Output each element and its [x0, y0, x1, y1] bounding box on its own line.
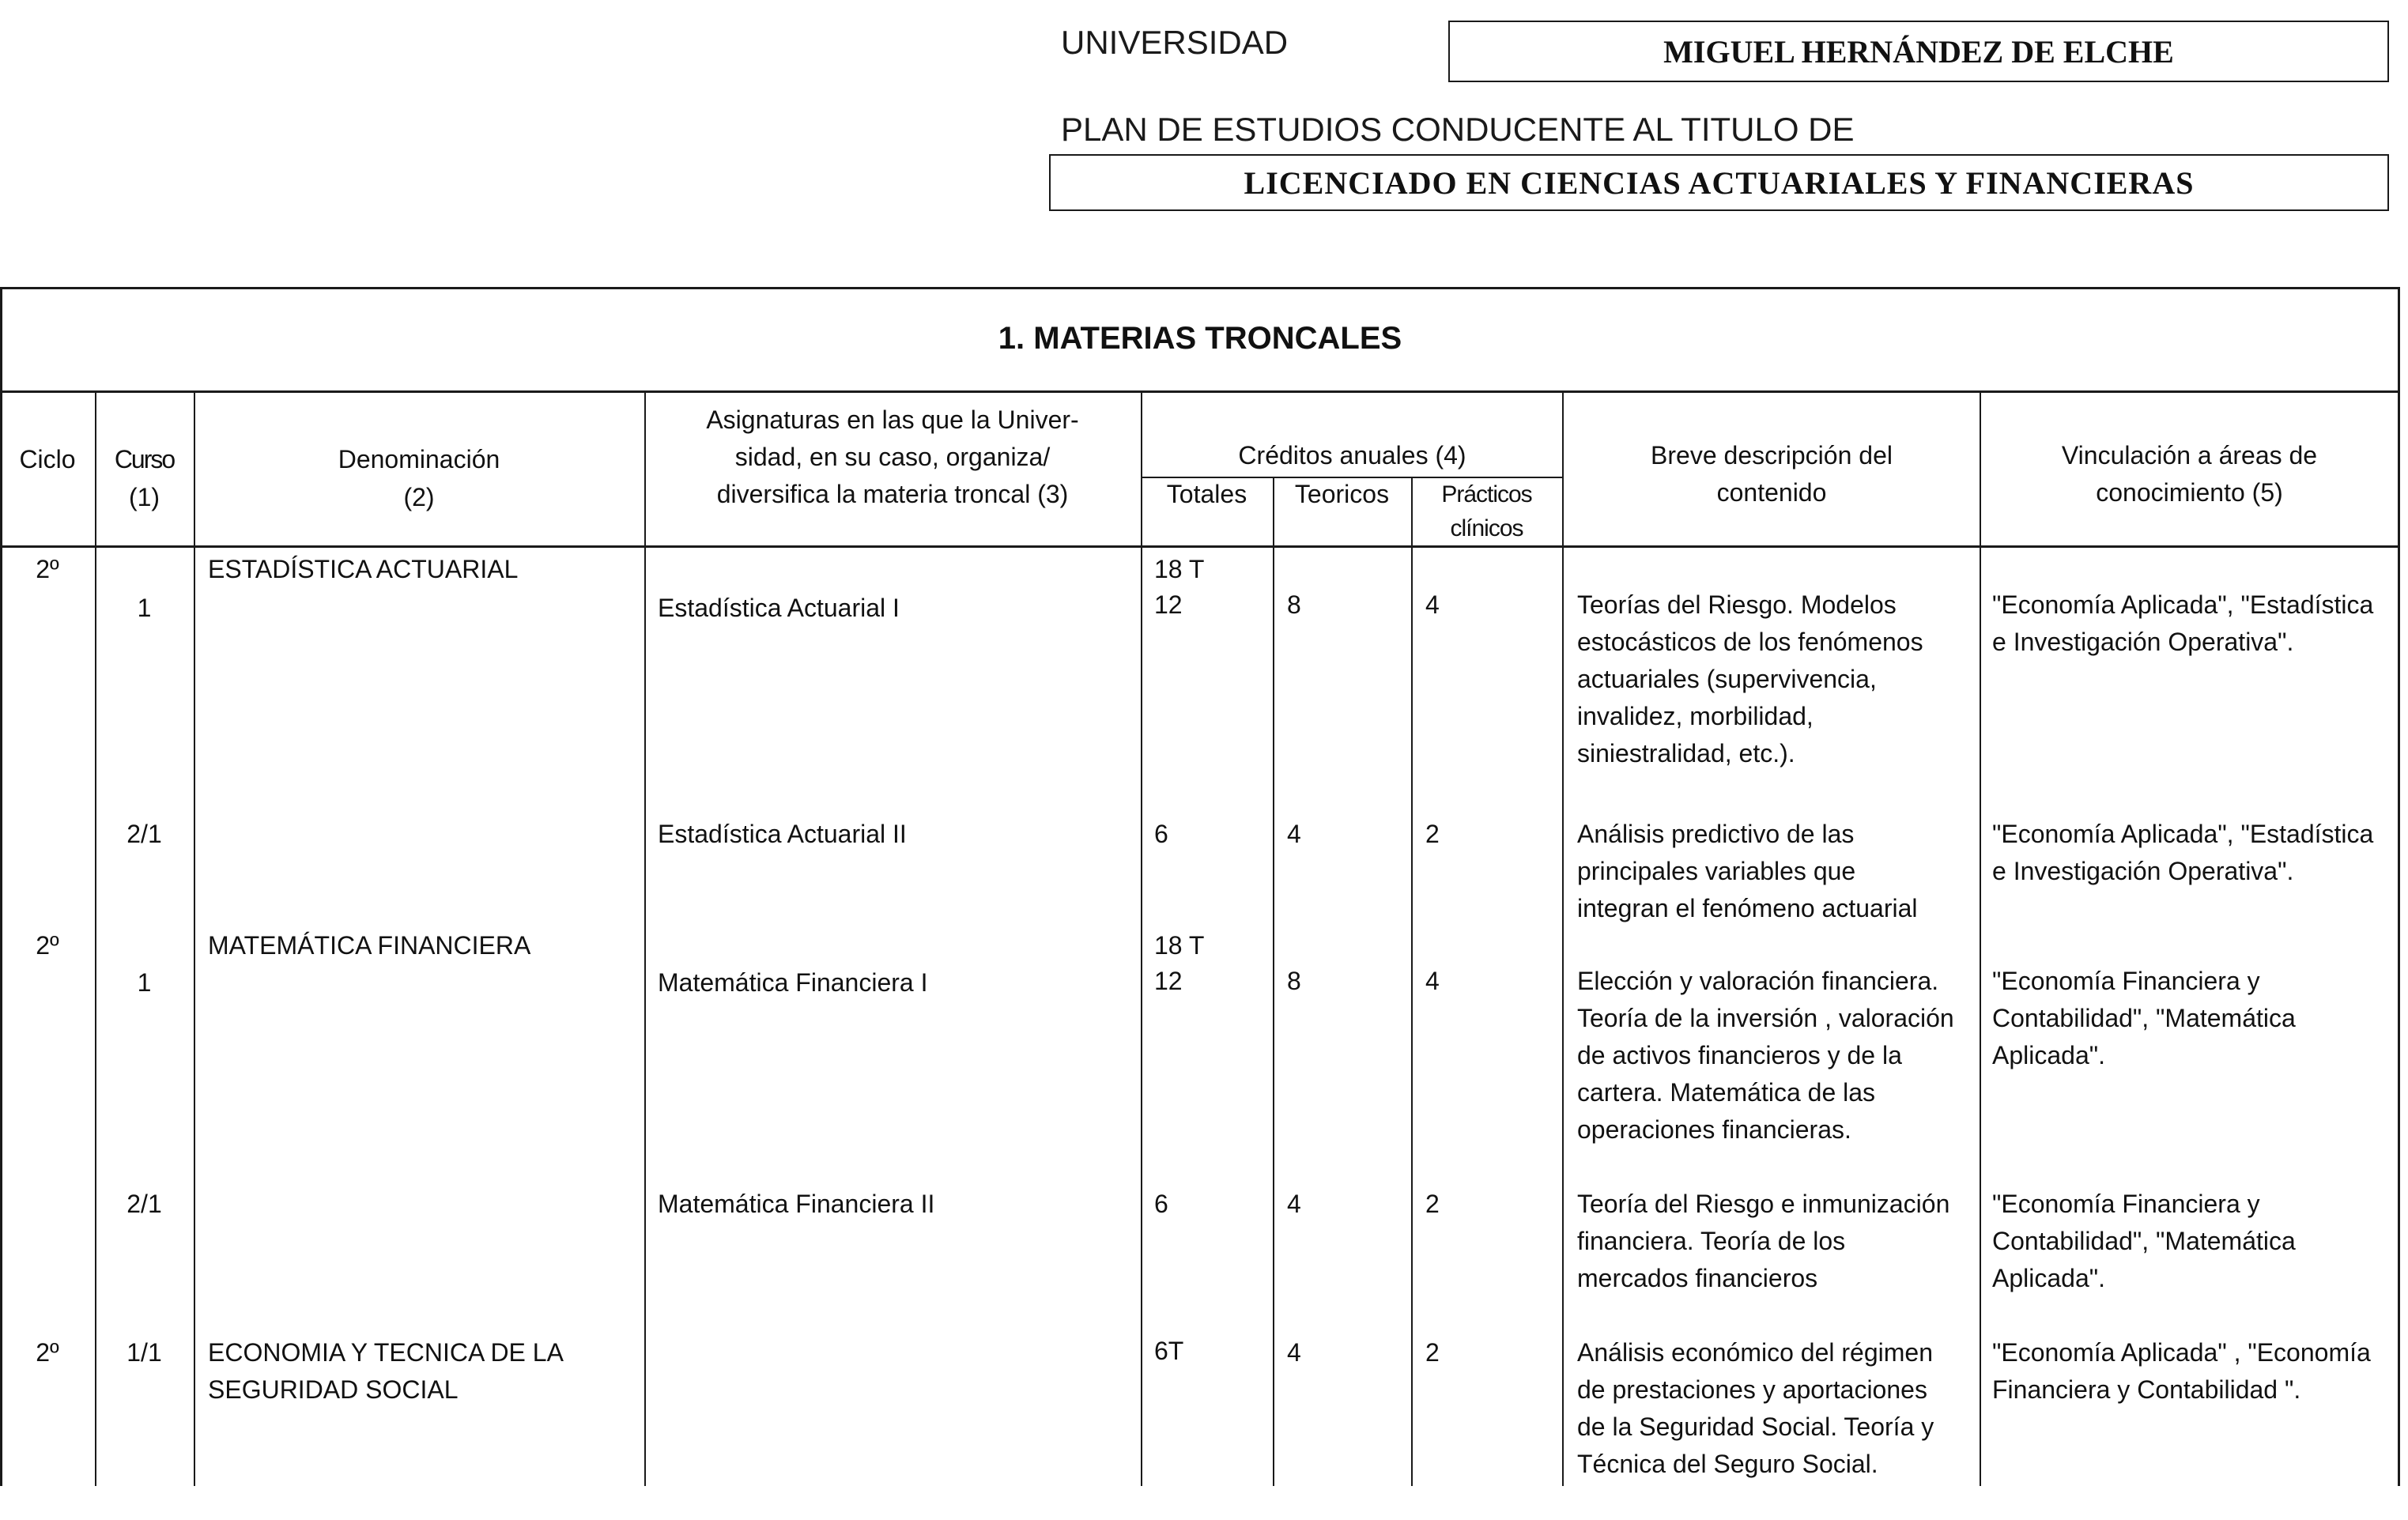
header-divider	[0, 545, 2400, 548]
header-teoricos: Teoricos	[1294, 480, 1390, 508]
header-totales: Totales	[1166, 480, 1247, 508]
row3-descripcion-2: Teoría de la inversión , valoración	[1577, 1004, 1954, 1032]
row1-vinculacion-2: e Investigación Operativa".	[1992, 628, 2294, 656]
row2-asignatura: Estadística Actuarial II	[658, 820, 907, 848]
col-sep-descripcion	[1980, 390, 1981, 1486]
row5-denominacion-1: ECONOMIA Y TECNICA DE LA	[208, 1338, 564, 1367]
row1-descripcion-4: invalidez, morbilidad,	[1577, 702, 1814, 730]
row4-asignatura: Matemática Financiera II	[658, 1190, 935, 1218]
title-divider	[0, 390, 2400, 393]
row3-asignatura: Matemática Financiera I	[658, 968, 928, 997]
row2-descripcion-2: principales variables que	[1577, 857, 1856, 885]
row4-descripcion-2: financiera. Teoría de los	[1577, 1227, 1846, 1255]
row1-curso: 1	[137, 594, 152, 622]
header-vinculacion: Vinculación a áreas de	[2061, 441, 2318, 470]
header-practicos: Prácticos	[1441, 481, 1532, 507]
row4-curso: 2/1	[126, 1190, 162, 1218]
row1-teoricos: 8	[1287, 590, 1301, 619]
row1-ciclo: 2º	[36, 555, 59, 583]
row4-totales: 6	[1154, 1190, 1168, 1218]
row5-descripcion-4: Técnica del Seguro Social.	[1577, 1450, 1878, 1478]
row5-descripcion-3: de la Seguridad Social. Teoría y	[1577, 1413, 1934, 1441]
row3-totales-top: 18 T	[1154, 931, 1205, 960]
row3-descripcion-5: operaciones financieras.	[1577, 1115, 1851, 1144]
row1-totales: 12	[1154, 590, 1183, 619]
row1-descripcion-2: estocásticos de los fenómenos	[1577, 628, 1923, 656]
row2-descripcion-3: integran el fenómeno actuarial	[1577, 894, 1918, 922]
col-sep-practicos	[1562, 390, 1564, 1486]
header-descripcion: Breve descripción del	[1651, 441, 1893, 470]
row3-totales: 12	[1154, 967, 1183, 995]
header-denominacion-note: (2)	[403, 483, 435, 511]
row3-curso: 1	[137, 968, 152, 997]
header-asignaturas-line2: sidad, en su caso, organiza/	[734, 443, 1051, 471]
header-practicos-2: clínicos	[1450, 515, 1523, 541]
row5-totales: 6T	[1154, 1337, 1184, 1365]
header-descripcion-2: contenido	[1716, 478, 1827, 507]
row3-practicos: 4	[1425, 967, 1440, 995]
university-label: UNIVERSIDAD	[1061, 24, 1289, 61]
col-sep-totales	[1273, 477, 1274, 1486]
header-curso: Curso	[114, 445, 175, 473]
table-top-border	[0, 287, 2400, 289]
row5-descripcion-1: Análisis económico del régimen	[1577, 1338, 1933, 1367]
header-curso-note: (1)	[128, 483, 160, 511]
row5-vinculacion-1: "Economía Aplicada" , "Economía	[1992, 1338, 2371, 1367]
row1-practicos: 4	[1425, 590, 1440, 619]
header-ciclo: Ciclo	[19, 445, 76, 473]
header-vinculacion-2: conocimiento (5)	[2096, 478, 2283, 507]
row4-vinculacion-1: "Economía Financiera y	[1992, 1190, 2260, 1218]
row1-descripcion-1: Teorías del Riesgo. Modelos	[1577, 590, 1897, 619]
row2-teoricos: 4	[1287, 820, 1301, 848]
row1-vinculacion-1: "Economía Aplicada", "Estadística	[1992, 590, 2374, 619]
row2-practicos: 2	[1425, 820, 1440, 848]
row2-vinculacion-1: "Economía Aplicada", "Estadística	[1992, 820, 2374, 848]
header-asignaturas-line1: Asignaturas en las que la Univer-	[706, 405, 1079, 434]
row4-teoricos: 4	[1287, 1190, 1301, 1218]
row3-vinculacion-3: Aplicada".	[1992, 1041, 2105, 1069]
row3-descripcion-4: cartera. Matemática de las	[1577, 1078, 1876, 1107]
col-sep-ciclo	[95, 390, 96, 1486]
header-asignaturas-line3: diversifica la materia troncal (3)	[716, 480, 1069, 508]
plan-label: PLAN DE ESTUDIOS CONDUCENTE AL TITULO DE	[1061, 111, 1855, 148]
row5-denominacion-2: SEGURIDAD SOCIAL	[208, 1375, 459, 1404]
header-creditos: Créditos anuales (4)	[1238, 441, 1466, 470]
row5-practicos: 2	[1425, 1338, 1440, 1367]
row2-vinculacion-2: e Investigación Operativa".	[1992, 857, 2294, 885]
table-title: 1. MATERIAS TRONCALES	[998, 321, 1402, 356]
row4-descripcion-3: mercados financieros	[1577, 1264, 1818, 1292]
row1-descripcion-3: actuariales (supervivencia,	[1577, 665, 1877, 693]
row5-descripcion-2: de prestaciones y aportaciones	[1577, 1375, 1927, 1404]
row3-descripcion-1: Elección y valoración financiera.	[1577, 967, 1939, 995]
row3-vinculacion-1: "Economía Financiera y	[1992, 967, 2260, 995]
row2-descripcion-1: Análisis predictivo de las	[1577, 820, 1855, 848]
row3-denominacion: MATEMÁTICA FINANCIERA	[208, 931, 531, 960]
university-name-box: MIGUEL HERNÁNDEZ DE ELCHE	[1448, 21, 2389, 82]
col-sep-teoricos	[1411, 477, 1413, 1486]
row5-vinculacion-2: Financiera y Contabilidad ".	[1992, 1375, 2301, 1404]
row2-totales: 6	[1154, 820, 1168, 848]
col-sep-denominacion	[644, 390, 646, 1486]
row1-denominacion: ESTADÍSTICA ACTUARIAL	[208, 555, 519, 583]
degree-name-box: LICENCIADO EN CIENCIAS ACTUARIALES Y FINANCIERAS	[1049, 154, 2389, 211]
row5-curso: 1/1	[126, 1338, 162, 1367]
row1-descripcion-5: siniestralidad, etc.).	[1577, 739, 1795, 768]
row5-ciclo: 2º	[36, 1338, 59, 1367]
table-right-border	[2398, 287, 2400, 1486]
row1-totales-top: 18 T	[1154, 555, 1205, 583]
row3-ciclo: 2º	[36, 931, 59, 960]
row4-descripcion-1: Teoría del Riesgo e inmunización	[1577, 1190, 1950, 1218]
col-sep-curso	[194, 390, 195, 1486]
row5-teoricos: 4	[1287, 1338, 1301, 1367]
row3-descripcion-3: de activos financieros y de la	[1577, 1041, 1902, 1069]
row4-practicos: 2	[1425, 1190, 1440, 1218]
header-denominacion: Denominación	[338, 445, 500, 473]
row3-vinculacion-2: Contabilidad", "Matemática	[1992, 1004, 2296, 1032]
row4-vinculacion-3: Aplicada".	[1992, 1264, 2105, 1292]
row3-teoricos: 8	[1287, 967, 1301, 995]
row2-curso: 2/1	[126, 820, 162, 848]
row4-vinculacion-2: Contabilidad", "Matemática	[1992, 1227, 2296, 1255]
row1-asignatura: Estadística Actuarial I	[658, 594, 900, 622]
col-sep-asignaturas	[1141, 390, 1142, 1486]
